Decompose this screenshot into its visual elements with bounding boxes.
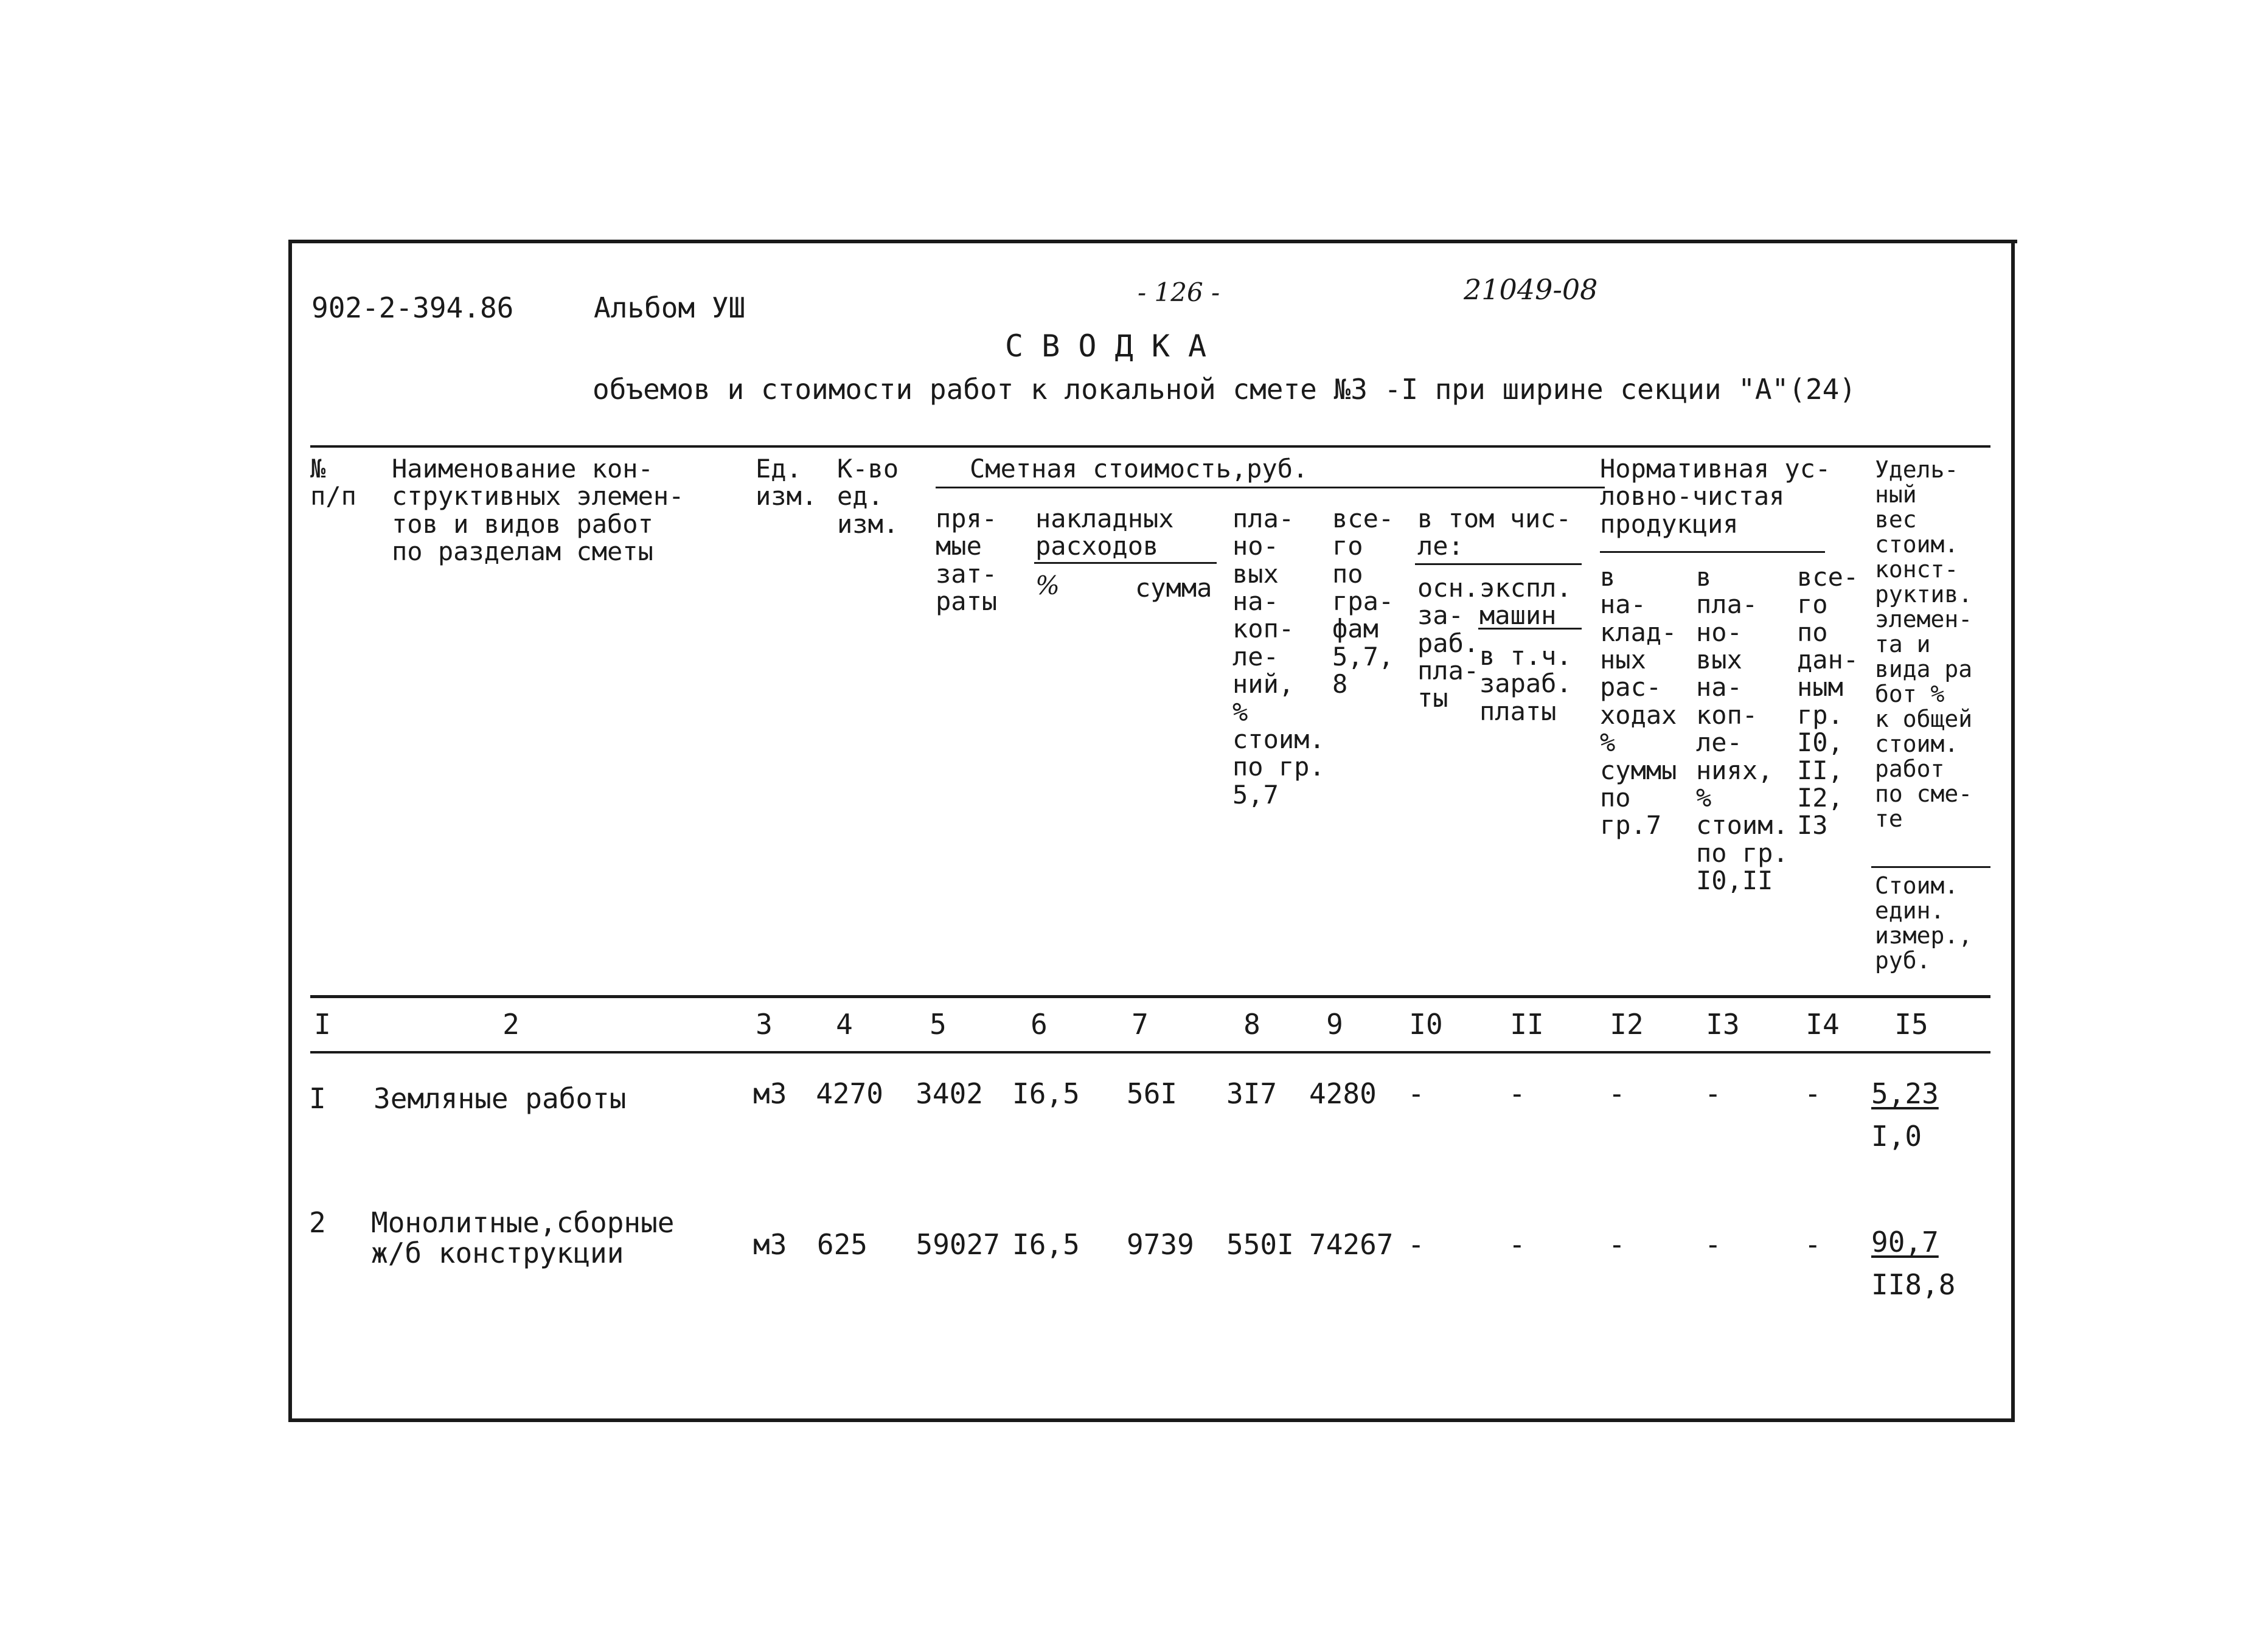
row1-c11: - xyxy=(1509,1077,1526,1110)
header-bottom-rule xyxy=(310,995,1990,998)
page-number: - 126 - xyxy=(1138,277,1220,307)
row1-overhead-pct: I6,5 xyxy=(1012,1077,1080,1110)
row1-name: Земляные работы xyxy=(374,1082,627,1115)
header-col2: Наименование кон- структивных элемен- тов и видов работ по разделам сметы xyxy=(392,454,684,567)
incl-rule xyxy=(1415,563,1582,565)
frame-top xyxy=(288,240,2017,243)
row2-planned: 550I xyxy=(1226,1228,1294,1261)
row2-c11: - xyxy=(1509,1228,1526,1261)
row2-share: 90,7 xyxy=(1871,1226,1939,1258)
row2-c14: - xyxy=(1804,1228,1821,1261)
row2-direct: 59027 xyxy=(916,1228,1000,1261)
header-col9: все- го по гра- фам 5,7, 8 xyxy=(1332,504,1394,699)
colnum-13: I3 xyxy=(1706,1008,1740,1041)
overhead-underline xyxy=(1034,562,1217,564)
header-col1: № п/п xyxy=(310,454,356,512)
document-subtitle: объемов и стоимости работ к локальной смете №3 -I при ширине секции "А"(24) xyxy=(593,373,1857,406)
row2-c12: - xyxy=(1608,1228,1625,1261)
header-col11: в т.ч. зараб. платы xyxy=(1479,641,1572,726)
header-incl-group: в том чис- ле: xyxy=(1417,504,1571,561)
row2-name: Монолитные,сборные ж/б конструкции xyxy=(371,1206,675,1269)
header-col15a: Удель- ный вес стоим. конст- руктив. элемен- та и вида ра бот % к общей стоим. работ по сме- те xyxy=(1875,456,1973,833)
row1-c14: - xyxy=(1804,1077,1821,1110)
cost-group-rule xyxy=(936,487,1605,488)
header-col15b: Стоим. един. измер., руб. xyxy=(1875,872,1973,974)
norm-group-rule xyxy=(1600,551,1825,553)
colnum-14: I4 xyxy=(1806,1008,1840,1041)
row1-overhead-sum: 56I xyxy=(1127,1077,1178,1110)
frame-left xyxy=(288,240,292,1422)
colnum-3: 3 xyxy=(756,1008,773,1041)
header-col12: в на- клад- ных рас- ходах % суммы по гр.7 xyxy=(1600,562,1677,841)
row1-c12: - xyxy=(1608,1077,1625,1110)
row1-qty: 4270 xyxy=(816,1077,883,1110)
row1-c10: - xyxy=(1408,1077,1425,1110)
colnum-5: 5 xyxy=(930,1008,947,1041)
colnum-15: I5 xyxy=(1894,1008,1928,1041)
row2-qty: 625 xyxy=(816,1228,867,1261)
doc-code: 902-2-394.86 xyxy=(311,291,514,324)
row1-total: 4280 xyxy=(1309,1077,1377,1110)
row1-unit-cost: I,0 xyxy=(1871,1120,1922,1153)
frame-right xyxy=(2011,242,2015,1422)
header-col7: сумма xyxy=(1135,573,1212,603)
row1-share: 5,23 xyxy=(1871,1077,1939,1110)
header-col8: пла- но- вых на- коп- ле- ний, % стоим. по гр. 5,7 xyxy=(1232,504,1325,810)
header-col14: все- го по дан- ным гр. I0, II, I2, I3 xyxy=(1797,562,1859,841)
row1-planned: 3I7 xyxy=(1226,1077,1278,1110)
header-col6: % xyxy=(1035,571,1060,600)
row2-overhead-pct: I6,5 xyxy=(1012,1228,1080,1261)
frame-bottom xyxy=(288,1418,2015,1422)
header-col3: Ед. изм. xyxy=(756,454,818,512)
colnum-9: 9 xyxy=(1326,1008,1343,1041)
colnum-8: 8 xyxy=(1243,1008,1260,1041)
colnum-4: 4 xyxy=(836,1008,853,1041)
row1-unit: м3 xyxy=(753,1077,787,1110)
header-norm-group: Нормативная ус- ловно-чистая продукция xyxy=(1600,454,1831,539)
row2-overhead-sum: 9739 xyxy=(1127,1228,1194,1261)
colnum-11: II xyxy=(1510,1008,1544,1041)
header-col5: пря- мые зат- раты xyxy=(936,504,998,617)
colnum-6: 6 xyxy=(1031,1008,1048,1041)
album-label: Альбом УШ xyxy=(594,291,746,324)
colnum-10: I0 xyxy=(1409,1008,1443,1041)
colnum-1: I xyxy=(314,1008,331,1041)
col15-divider xyxy=(1871,866,1990,868)
header-cost-group: Сметная стоимость,руб. xyxy=(970,454,1309,484)
row2-c10: - xyxy=(1408,1228,1425,1261)
colnum-2: 2 xyxy=(502,1008,520,1041)
header-col13: в пла- но- вых на- коп- ле- ниях, % стоим. по гр. I0,II xyxy=(1696,562,1788,895)
row2-total: 74267 xyxy=(1309,1228,1394,1261)
table-top-rule xyxy=(310,445,1990,448)
row2-unit-cost: II8,8 xyxy=(1871,1268,1956,1301)
row1-c13: - xyxy=(1705,1077,1722,1110)
header-col10: осн. за- раб. пла- ты xyxy=(1417,573,1479,713)
header-overhead-group: накладных расходов xyxy=(1035,504,1174,561)
colnum-7: 7 xyxy=(1132,1008,1149,1041)
header-machine-group: экспл. машин xyxy=(1479,573,1572,631)
row2-num: 2 xyxy=(309,1206,326,1239)
row1-num: I xyxy=(309,1082,326,1115)
document-title: С В О Д К А xyxy=(1005,328,1207,364)
numbers-bottom-rule xyxy=(310,1051,1990,1053)
row2-unit: м3 xyxy=(753,1228,787,1261)
header-col4: К-во ед. изм. xyxy=(837,454,899,539)
row2-c13: - xyxy=(1705,1228,1722,1261)
row1-direct: 3402 xyxy=(916,1077,983,1110)
stamp-number: 21049-08 xyxy=(1464,273,1598,306)
colnum-12: I2 xyxy=(1610,1008,1644,1041)
